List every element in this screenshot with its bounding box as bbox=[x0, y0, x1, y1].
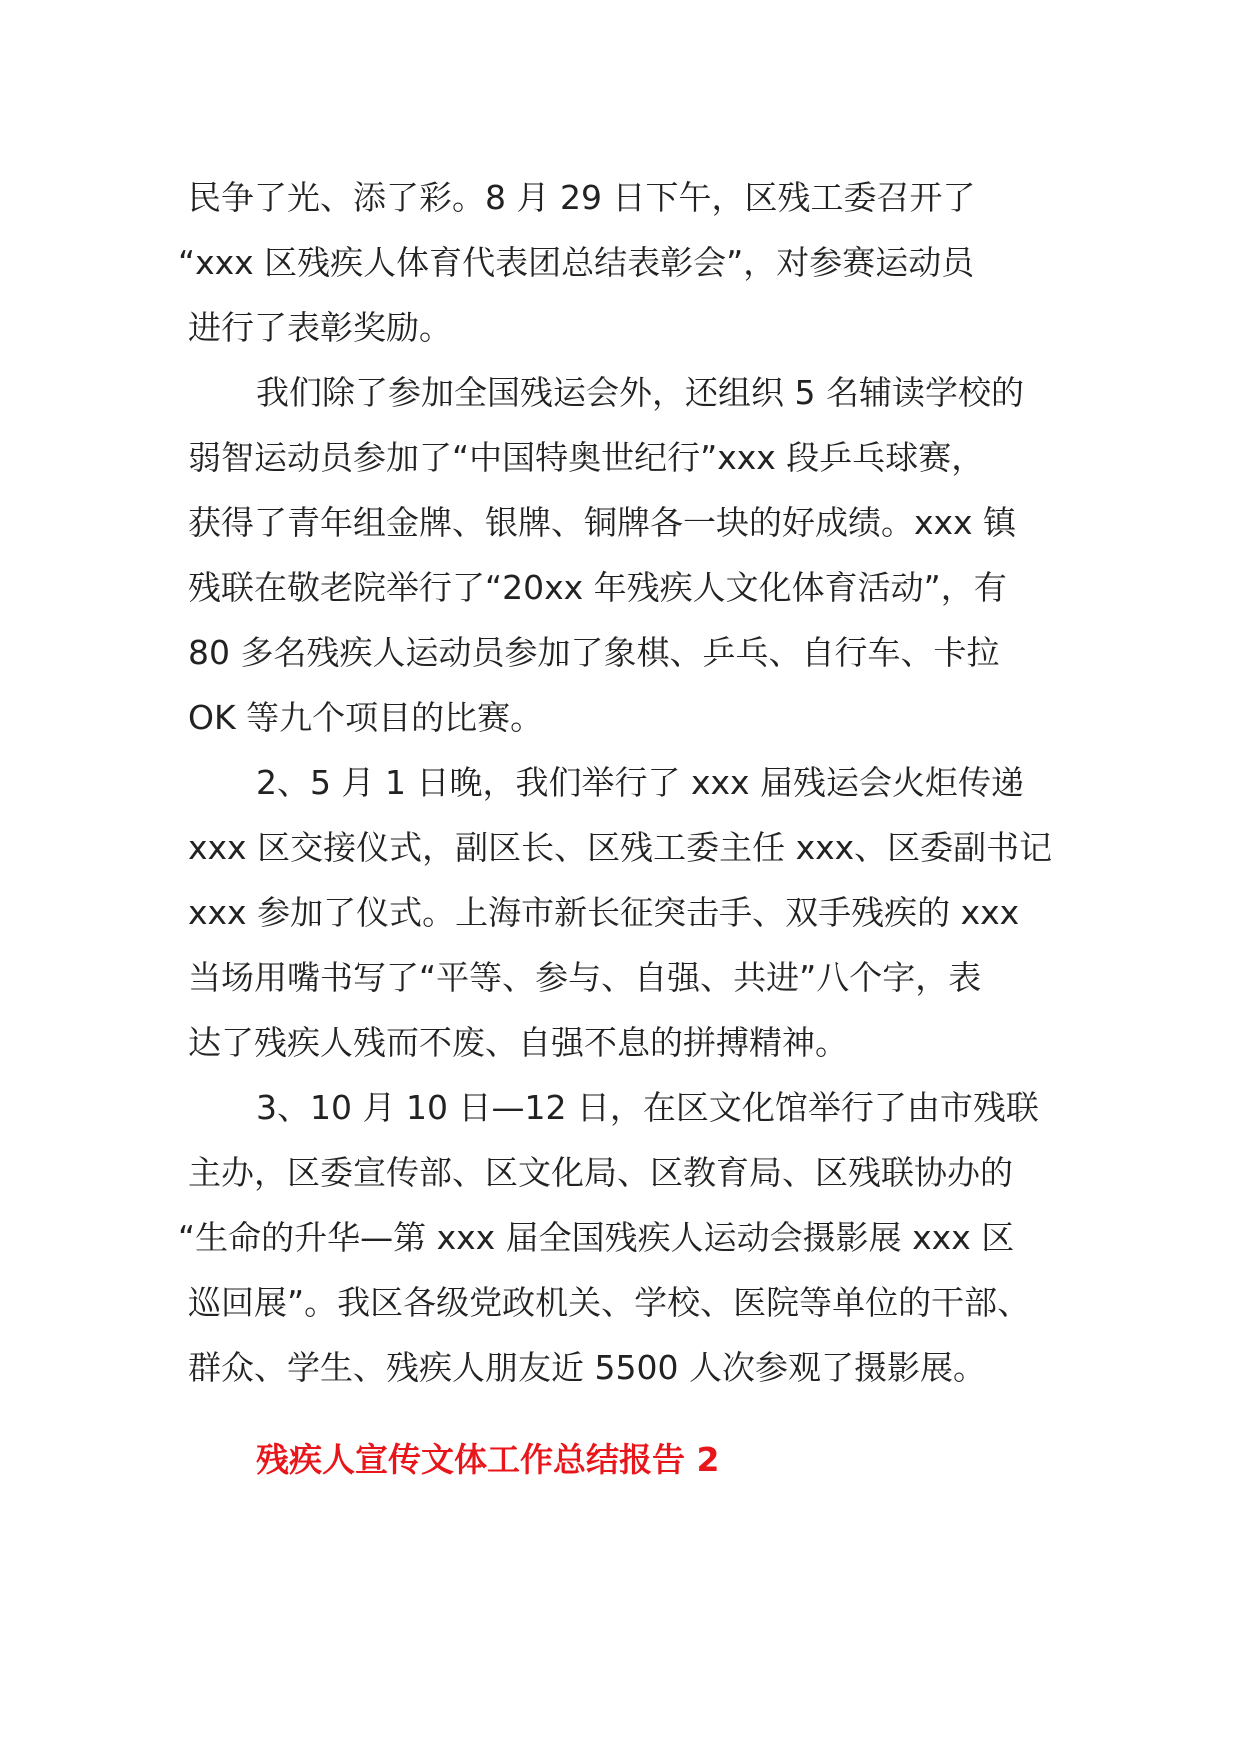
paragraph-line: 2、5 月 1 日晚，我们举行了 xxx 届残运会火炬传递 bbox=[256, 763, 1025, 802]
paragraph-line: “xxx 区残疾人体育代表团总结表彰会”，对参赛运动员 bbox=[178, 243, 975, 282]
paragraph-line: 达了残疾人残而不废、自强不息的拼搏精神。 bbox=[188, 1023, 848, 1062]
paragraph-line: 我们除了参加全国残运会外，还组织 5 名辅读学校的 bbox=[256, 373, 1024, 412]
paragraph-line: 弱智运动员参加了“中国特奥世纪行”xxx 段乒乓球赛， bbox=[188, 438, 985, 477]
paragraph-line: xxx 区交接仪式，副区长、区残工委主任 xxx、区委副书记 bbox=[188, 828, 1053, 867]
section-heading: 残疾人宣传文体工作总结报告 2 bbox=[256, 1440, 720, 1479]
paragraph-line: 80 多名残疾人运动员参加了象棋、乒乓、自行车、卡拉 bbox=[188, 633, 1000, 672]
paragraph-line: OK 等九个项目的比赛。 bbox=[188, 698, 544, 737]
paragraph-line: 主办，区委宣传部、区文化局、区教育局、区残联协办的 bbox=[188, 1153, 1013, 1192]
paragraph-line: 进行了表彰奖励。 bbox=[188, 308, 452, 347]
paragraph-line: 残联在敬老院举行了“20xx 年残疾人文化体育活动”，有 bbox=[188, 568, 1007, 607]
paragraph-line: 群众、学生、残疾人朋友近 5500 人次参观了摄影展。 bbox=[188, 1348, 986, 1387]
paragraph-line: “生命的升华—第 xxx 届全国残疾人运动会摄影展 xxx 区 bbox=[178, 1218, 1015, 1257]
paragraph-line: 巡回展”。我区各级党政机关、学校、医院等单位的干部、 bbox=[188, 1283, 1031, 1322]
paragraph-line: 3、10 月 10 日—12 日，在区文化馆举行了由市残联 bbox=[256, 1088, 1039, 1127]
paragraph-line: 获得了青年组金牌、银牌、铜牌各一块的好成绩。xxx 镇 bbox=[188, 503, 1017, 542]
paragraph-line: 民争了光、添了彩。8 月 29 日下午，区残工委召开了 bbox=[188, 178, 976, 217]
paragraph-line: xxx 参加了仪式。上海市新长征突击手、双手残疾的 xxx bbox=[188, 893, 1020, 932]
paragraph-line: 当场用嘴书写了“平等、参与、自强、共进”八个字，表 bbox=[188, 958, 982, 997]
